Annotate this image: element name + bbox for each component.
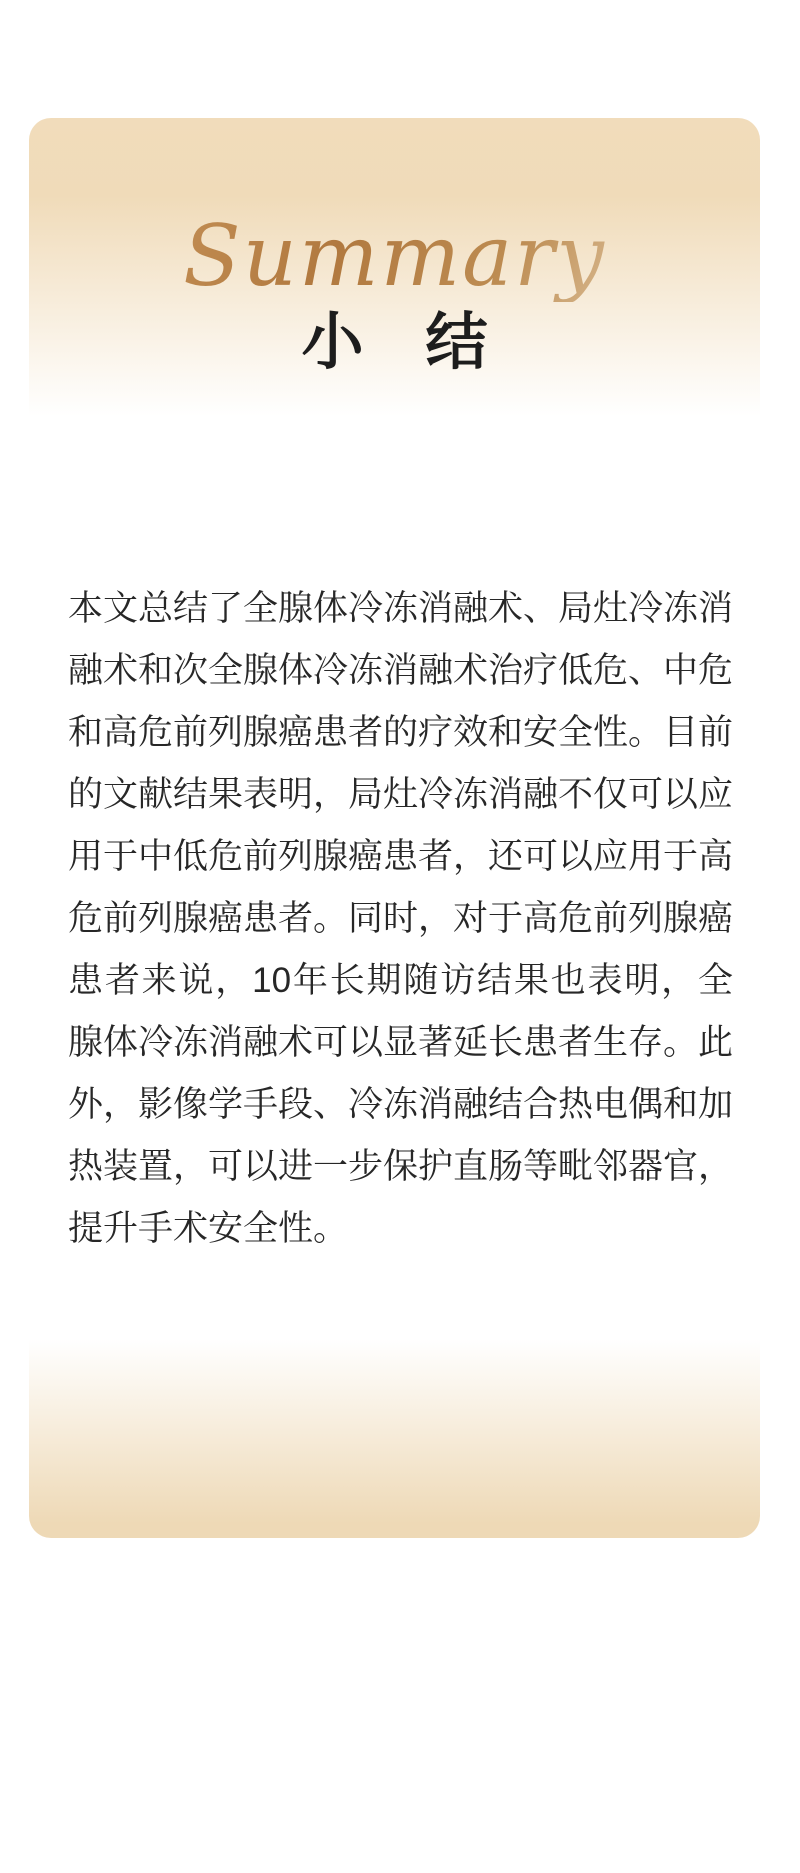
- summary-card: [29, 118, 760, 1538]
- summary-title-english: Summary: [29, 210, 760, 302]
- summary-title-chinese: 小 结: [301, 309, 488, 378]
- summary-paragraph: 本文总结了全腺体冷冻消融术、局灶冷冻消融术和次全腺体冷冻消融术治疗低危、中危和高危前列腺癌患者的疗效和安全性。目前的文献结果表明，局灶冷冻消融不仅可以应用于中低危前列腺癌患者，还可以应用于高危前列腺癌患者。同时，对于高危前列腺癌患者来说，10年长期随访结果也表明，全腺体冷冻消融术可以显著延长患者生存。此外，影像学手段、冷冻消融结合热电偶和加热装置，可以进一步保护直肠等毗邻器官，提升手术安全性。: [68, 588, 734, 1248]
